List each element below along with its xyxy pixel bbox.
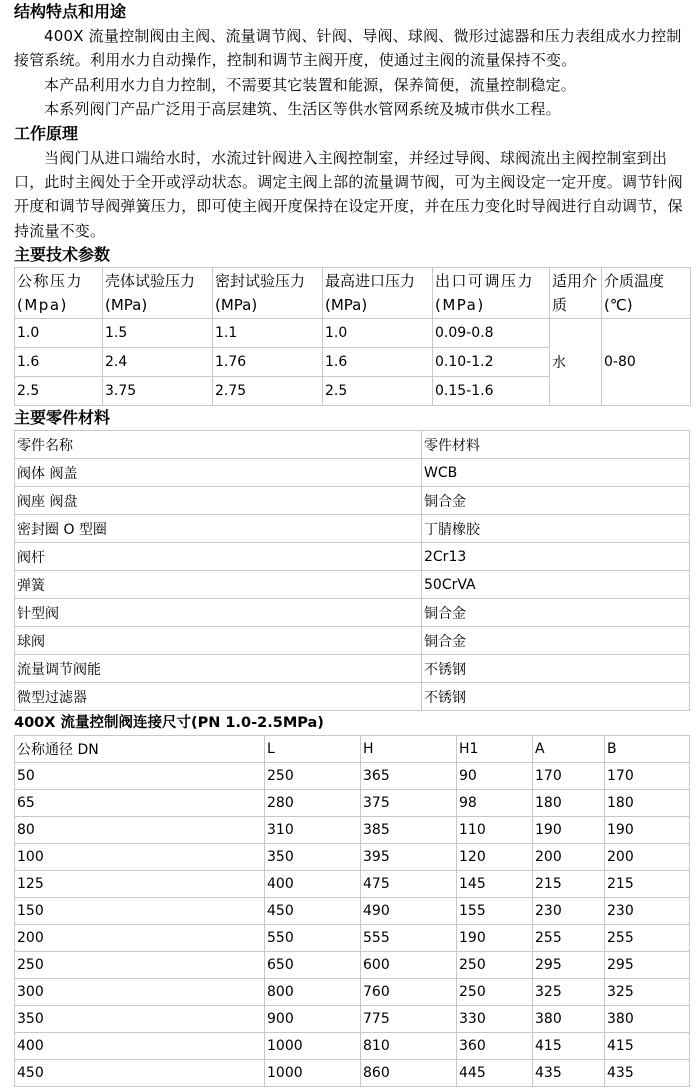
- table-cell: 1.0: [15, 319, 103, 348]
- table-row: [15, 571, 690, 599]
- table-cell: 800: [265, 979, 361, 1006]
- header-cell: 介质温度(℃): [602, 268, 691, 319]
- table-cell: 350: [15, 1006, 265, 1033]
- table-cell: 900: [265, 1006, 361, 1033]
- table-cell: 300: [15, 979, 265, 1006]
- features-text: [14, 24, 690, 122]
- section-title-materials: 主要零件材料: [14, 408, 111, 428]
- table-cell: 针型阀: [15, 599, 422, 627]
- table-cell: 2.5: [15, 377, 103, 406]
- materials-table: [14, 430, 690, 711]
- table-cell: 255: [605, 925, 690, 952]
- table-cell: 170: [533, 763, 605, 790]
- table-cell: 250: [265, 763, 361, 790]
- table-cell: 170: [605, 763, 690, 790]
- table-cell: 325: [605, 979, 690, 1006]
- table-cell: 215: [605, 871, 690, 898]
- table-cell: 阀杆: [15, 543, 422, 571]
- header-cell: H1: [457, 736, 533, 763]
- paragraph: 本系列阀门产品广泛用于高层建筑、生活区等供水管网系统及城市供水工程。: [44, 100, 561, 119]
- table-row: [15, 319, 691, 348]
- table-cell: 250: [15, 952, 265, 979]
- table-row: [15, 817, 690, 844]
- table-cell: 155: [457, 898, 533, 925]
- paragraph: 400X 流量控制阀由主阀、流量调节阀、针阀、导阀、球阀、微形过滤器和压力表组成水力控制接管系统。利用水力自动操作，控制和调节主阀开度，使通过主阀的流量保持不变。: [14, 27, 682, 70]
- header-cell: B: [605, 736, 690, 763]
- table-cell: 435: [605, 1060, 690, 1087]
- table-row: [15, 790, 690, 817]
- table-row: [15, 683, 690, 711]
- table-cell: 铜合金: [422, 627, 690, 655]
- table-cell: 600: [361, 952, 457, 979]
- table-cell: 2.4: [103, 348, 213, 377]
- table-row: [15, 627, 690, 655]
- table-cell: 180: [533, 790, 605, 817]
- table-cell: 250: [457, 979, 533, 1006]
- header-cell: 密封试验压力(MPa): [213, 268, 323, 319]
- table-row: [15, 655, 690, 683]
- table-cell: 100: [15, 844, 265, 871]
- table-cell: WCB: [422, 459, 690, 487]
- table-cell: 180: [605, 790, 690, 817]
- table-cell: 1.6: [323, 348, 433, 377]
- table-cell: 90: [457, 763, 533, 790]
- table-cell: 3.75: [103, 377, 213, 406]
- table-cell: 190: [533, 817, 605, 844]
- table-cell: 810: [361, 1033, 457, 1060]
- header-cell: L: [265, 736, 361, 763]
- table-cell: 1.0: [323, 319, 433, 348]
- header-cell: 出口可调压力(MPa): [433, 268, 550, 319]
- table-cell: 不锈钢: [422, 655, 690, 683]
- table-cell: 120: [457, 844, 533, 871]
- table-cell: 310: [265, 817, 361, 844]
- table-cell: 65: [15, 790, 265, 817]
- table-cell: 860: [361, 1060, 457, 1087]
- table-row: [15, 543, 690, 571]
- table-cell: 475: [361, 871, 457, 898]
- table-cell: 2.5: [323, 377, 433, 406]
- table-cell: 0.09-0.8: [433, 319, 550, 348]
- table-cell: 380: [605, 1006, 690, 1033]
- table-row: [15, 515, 690, 543]
- table-header-row: [15, 736, 690, 763]
- table-cell: 190: [605, 817, 690, 844]
- table-row: [15, 1060, 690, 1087]
- table-row: [15, 979, 690, 1006]
- table-cell: 385: [361, 817, 457, 844]
- table-row: [15, 1033, 690, 1060]
- table-cell: 1.5: [103, 319, 213, 348]
- table-cell: 375: [361, 790, 457, 817]
- table-row: [15, 844, 690, 871]
- table-cell: 1.1: [213, 319, 323, 348]
- table-cell: 255: [533, 925, 605, 952]
- principle-text: [14, 146, 690, 244]
- table-cell: 325: [533, 979, 605, 1006]
- table-cell: 450: [265, 898, 361, 925]
- table-cell: 阀座 阀盘: [15, 487, 422, 515]
- table-cell: 330: [457, 1006, 533, 1033]
- table-cell: 0.10-1.2: [433, 348, 550, 377]
- table-cell: 435: [533, 1060, 605, 1087]
- table-cell: 98: [457, 790, 533, 817]
- table-cell: 295: [533, 952, 605, 979]
- table-row: [15, 871, 690, 898]
- table-cell: 110: [457, 817, 533, 844]
- table-cell: 550: [265, 925, 361, 952]
- table-cell: 230: [605, 898, 690, 925]
- header-cell: 公称通径 DN: [15, 736, 265, 763]
- table-cell: 丁腈橡胶: [422, 515, 690, 543]
- table-cell: 125: [15, 871, 265, 898]
- header-cell: 零件材料: [422, 431, 690, 459]
- table-cell: 弹簧: [15, 571, 422, 599]
- paragraph: 当阀门从进口端给水时，水流过针阀进入主阀控制室，并经过导阀、球阀流出主阀控制室到出口，此时主阀处于全开或浮动状态。调定主阀上部的流量调节阀，可为主阀设定一定开度。调节针阀开度和调节导阀弹簧压力，即可使主阀开度保持在设定开度，并在压力变化时导阀进行自动调节，保持流量不变。: [14, 148, 683, 240]
- table-cell: 微型过滤器: [15, 683, 422, 711]
- temperature-cell: 0-80: [602, 319, 691, 406]
- table-cell: 365: [361, 763, 457, 790]
- table-cell: 280: [265, 790, 361, 817]
- table-cell: 2.75: [213, 377, 323, 406]
- table-cell: 铜合金: [422, 599, 690, 627]
- header-cell: H: [361, 736, 457, 763]
- section-title-principle: 工作原理: [14, 123, 79, 143]
- spec-table: [14, 267, 691, 406]
- table-cell: 215: [533, 871, 605, 898]
- table-row: [15, 599, 690, 627]
- table-cell: 395: [361, 844, 457, 871]
- table-cell: 50: [15, 763, 265, 790]
- table-row: [15, 487, 690, 515]
- table-cell: 1000: [265, 1060, 361, 1087]
- table-header-row: [15, 268, 691, 319]
- table-cell: 阀体 阀盖: [15, 459, 422, 487]
- table-cell: 不锈钢: [422, 683, 690, 711]
- table-cell: 380: [533, 1006, 605, 1033]
- table-cell: 490: [361, 898, 457, 925]
- table-cell: 1.76: [213, 348, 323, 377]
- table-cell: 250: [457, 952, 533, 979]
- table-cell: 1.6: [15, 348, 103, 377]
- table-cell: 0.15-1.6: [433, 377, 550, 406]
- table-cell: 1000: [265, 1033, 361, 1060]
- table-cell: 200: [605, 844, 690, 871]
- table-row: [15, 1006, 690, 1033]
- header-cell: 零件名称: [15, 431, 422, 459]
- dimensions-table: [14, 735, 690, 1087]
- table-cell: 400: [265, 871, 361, 898]
- table-cell: 150: [15, 898, 265, 925]
- table-cell: 760: [361, 979, 457, 1006]
- table-row: [15, 952, 690, 979]
- table-row: [15, 898, 690, 925]
- header-cell: A: [533, 736, 605, 763]
- header-cell: 公称压力(Mpa): [15, 268, 103, 319]
- table-cell: 200: [533, 844, 605, 871]
- table-header-row: [15, 431, 690, 459]
- section-title-dimensions: 400X 流量控制阀连接尺寸(PN 1.0-2.5MPa): [14, 715, 324, 732]
- table-cell: 445: [457, 1060, 533, 1087]
- table-cell: 350: [265, 844, 361, 871]
- table-cell: 2Cr13: [422, 543, 690, 571]
- header-cell: 壳体试验压力(MPa): [103, 268, 213, 319]
- table-cell: 190: [457, 925, 533, 952]
- table-cell: 450: [15, 1060, 265, 1087]
- table-cell: 555: [361, 925, 457, 952]
- table-cell: 415: [533, 1033, 605, 1060]
- table-row: [15, 925, 690, 952]
- table-row: [15, 459, 690, 487]
- header-cell: 适用介质: [550, 268, 602, 319]
- table-cell: 密封圈 O 型圈: [15, 515, 422, 543]
- table-cell: 775: [361, 1006, 457, 1033]
- table-cell: 200: [15, 925, 265, 952]
- table-cell: 50CrVA: [422, 571, 690, 599]
- table-cell: 80: [15, 817, 265, 844]
- medium-cell: 水: [550, 319, 602, 406]
- section-title-specs: 主要技术参数: [14, 245, 111, 265]
- table-cell: 360: [457, 1033, 533, 1060]
- table-cell: 650: [265, 952, 361, 979]
- table-cell: 球阀: [15, 627, 422, 655]
- table-cell: 415: [605, 1033, 690, 1060]
- table-cell: 流量调节阀能: [15, 655, 422, 683]
- table-cell: 400: [15, 1033, 265, 1060]
- paragraph: 本产品利用水力自力控制，不需要其它装置和能源，保养简便，流量控制稳定。: [44, 75, 577, 94]
- section-title-features: 结构特点和用途: [14, 2, 127, 21]
- table-cell: 145: [457, 871, 533, 898]
- header-cell: 最高进口压力(MPa): [323, 268, 433, 319]
- table-cell: 230: [533, 898, 605, 925]
- table-cell: 铜合金: [422, 487, 690, 515]
- table-cell: 295: [605, 952, 690, 979]
- table-row: [15, 763, 690, 790]
